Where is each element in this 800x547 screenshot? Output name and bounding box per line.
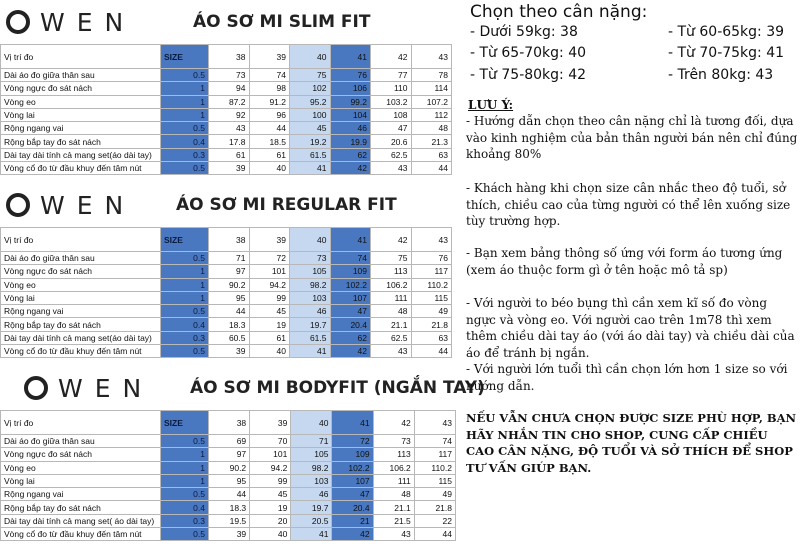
value-cell: 62.5 <box>371 331 412 344</box>
value-cell: 87.2 <box>209 95 250 108</box>
measurement-label: Dài tay dài tính cả mang set( áo dài tay) <box>1 514 161 527</box>
value-cell: 48 <box>371 305 412 318</box>
value-cell: 19.5 <box>209 514 250 527</box>
value-cell: 75 <box>371 252 412 265</box>
value-cell: 99 <box>250 474 291 487</box>
value-cell: 20.5 <box>291 514 332 527</box>
table-row <box>1 162 452 175</box>
size-header-cell: 43 <box>411 228 452 252</box>
step-cell: 1 <box>161 278 209 291</box>
value-cell: 106 <box>330 82 371 95</box>
measurement-label: Dài áo đo giữa thân sau <box>1 435 161 448</box>
value-cell: 103.2 <box>371 95 412 108</box>
step-cell: 1 <box>161 448 209 461</box>
value-cell: 48 <box>373 488 414 501</box>
value-cell: 44 <box>414 528 455 541</box>
size-header-cell: 39 <box>249 228 290 252</box>
table-row <box>1 305 452 318</box>
header-label: Vị trí đo <box>1 228 161 252</box>
size-column-header: SIZE <box>161 411 209 435</box>
table-row <box>1 291 452 304</box>
size-table <box>0 410 456 541</box>
step-cell: 0.5 <box>161 305 209 318</box>
size-header-cell: 41 <box>330 45 371 69</box>
section-header <box>0 0 462 44</box>
measurement-label: Dài tay dài tính cả mang set(áo dài tay) <box>1 148 161 161</box>
value-cell: 74 <box>414 435 455 448</box>
step-cell: 0.3 <box>161 148 209 161</box>
value-cell: 94.2 <box>249 278 290 291</box>
weight-guide-item: - Từ 60-65kg: 39 <box>668 24 785 40</box>
value-cell: 76 <box>411 252 452 265</box>
step-cell: 1 <box>161 108 209 121</box>
value-cell: 20.6 <box>371 135 412 148</box>
measurement-label: Vòng eo <box>1 278 161 291</box>
table-row <box>1 474 456 487</box>
value-cell: 90.2 <box>209 278 250 291</box>
value-cell: 102.2 <box>330 278 371 291</box>
value-cell: 105 <box>290 265 331 278</box>
size-header-cell: 41 <box>332 411 373 435</box>
notes-heading: LƯU Ý: <box>468 98 514 112</box>
value-cell: 49 <box>414 488 455 501</box>
value-cell: 48 <box>411 122 452 135</box>
logo-text: WEN <box>40 191 136 220</box>
value-cell: 111 <box>373 474 414 487</box>
value-cell: 42 <box>332 528 373 541</box>
size-header-cell: 40 <box>290 228 331 252</box>
table-row <box>1 501 456 514</box>
section-title: ÁO SƠ MI BODYFIT (NGẮN TAY) <box>190 378 485 398</box>
measurement-label: Vòng cổ đo từ đầu khuy đến tâm nút <box>1 162 161 175</box>
value-cell: 98 <box>249 82 290 95</box>
note-paragraph: - Hướng dẫn chọn theo cân nặng chỉ là tương đối, dựa vào kinh nghiệm của bản thân người bán nên chỉ đúng khoảng 80% <box>466 114 798 161</box>
value-cell: 43 <box>371 345 412 358</box>
value-cell: 19.7 <box>290 318 331 331</box>
value-cell: 111 <box>371 291 412 304</box>
value-cell: 21 <box>332 514 373 527</box>
value-cell: 62 <box>330 148 371 161</box>
measurement-label: Rộng ngang vai <box>1 305 161 318</box>
size-header-cell: 40 <box>290 45 331 69</box>
weight-guide-item: - Trên 80kg: 43 <box>668 67 774 83</box>
weight-guide-item: - Từ 65-70kg: 40 <box>470 45 587 61</box>
measurement-label: Vòng eo <box>1 95 161 108</box>
table-header-row <box>1 228 452 252</box>
value-cell: 19.9 <box>330 135 371 148</box>
step-cell: 0.5 <box>161 69 209 82</box>
value-cell: 44 <box>209 488 250 501</box>
value-cell: 108 <box>371 108 412 121</box>
table-row <box>1 461 456 474</box>
value-cell: 78 <box>411 69 452 82</box>
measurement-label: Vòng cổ đo từ đầu khuy đến tâm nút <box>1 345 161 358</box>
step-cell: 1 <box>161 95 209 108</box>
value-cell: 90.2 <box>209 461 250 474</box>
step-cell: 0.5 <box>161 488 209 501</box>
value-cell: 98.2 <box>291 461 332 474</box>
measurement-label: Vòng ngực đo sát nách <box>1 265 161 278</box>
value-cell: 117 <box>414 448 455 461</box>
value-cell: 21.3 <box>411 135 452 148</box>
value-cell: 20.4 <box>330 318 371 331</box>
table-row <box>1 318 452 331</box>
value-cell: 45 <box>249 305 290 318</box>
value-cell: 18.3 <box>209 318 250 331</box>
value-cell: 39 <box>209 528 250 541</box>
step-cell: 1 <box>161 82 209 95</box>
value-cell: 21.1 <box>373 501 414 514</box>
value-cell: 97 <box>209 265 250 278</box>
value-cell: 44 <box>209 305 250 318</box>
value-cell: 46 <box>330 122 371 135</box>
measurement-label: Vòng cổ đo từ đầu khuy đến tâm nút <box>1 528 161 541</box>
value-cell: 61.5 <box>290 148 331 161</box>
value-cell: 61 <box>209 148 250 161</box>
value-cell: 99 <box>249 291 290 304</box>
measurement-label: Rộng bắp tay đo sát nách <box>1 135 161 148</box>
weight-guide-title: Chọn theo cân nặng: <box>470 2 648 22</box>
value-cell: 103 <box>290 291 331 304</box>
value-cell: 47 <box>332 488 373 501</box>
measurement-label: Rộng ngang vai <box>1 122 161 135</box>
value-cell: 41 <box>290 162 331 175</box>
section-header <box>0 366 485 410</box>
logo-text: WEN <box>40 8 136 37</box>
value-cell: 115 <box>411 291 452 304</box>
size-header-cell: 38 <box>209 411 250 435</box>
size-header-cell: 42 <box>371 45 412 69</box>
size-column-header: SIZE <box>161 228 209 252</box>
table-row <box>1 108 452 121</box>
value-cell: 95 <box>209 474 250 487</box>
size-table <box>0 227 452 358</box>
value-cell: 106.2 <box>371 278 412 291</box>
table-row <box>1 345 452 358</box>
table-row <box>1 252 452 265</box>
size-header-cell: 39 <box>249 45 290 69</box>
value-cell: 110.2 <box>411 278 452 291</box>
value-cell: 39 <box>209 345 250 358</box>
table-row <box>1 435 456 448</box>
section-title: ÁO SƠ MI SLIM FIT <box>193 12 371 32</box>
value-cell: 45 <box>290 122 331 135</box>
value-cell: 74 <box>330 252 371 265</box>
table-row <box>1 488 456 501</box>
value-cell: 70 <box>250 435 291 448</box>
value-cell: 62 <box>330 331 371 344</box>
table-row <box>1 122 452 135</box>
weight-guide-item: - Từ 70-75kg: 41 <box>668 45 785 61</box>
value-cell: 75 <box>290 69 331 82</box>
value-cell: 109 <box>330 265 371 278</box>
value-cell: 18.5 <box>249 135 290 148</box>
table-header-row <box>1 411 456 435</box>
value-cell: 74 <box>249 69 290 82</box>
table-row <box>1 514 456 527</box>
value-cell: 114 <box>411 82 452 95</box>
value-cell: 45 <box>250 488 291 501</box>
value-cell: 105 <box>291 448 332 461</box>
measurement-label: Vòng lai <box>1 474 161 487</box>
value-cell: 73 <box>290 252 331 265</box>
value-cell: 95.2 <box>290 95 331 108</box>
value-cell: 44 <box>411 162 452 175</box>
value-cell: 18.3 <box>209 501 250 514</box>
value-cell: 72 <box>332 435 373 448</box>
value-cell: 94 <box>209 82 250 95</box>
size-header-cell: 43 <box>414 411 455 435</box>
value-cell: 96 <box>249 108 290 121</box>
table-row <box>1 331 452 344</box>
measurement-label: Vòng eo <box>1 461 161 474</box>
step-cell: 1 <box>161 265 209 278</box>
value-cell: 117 <box>411 265 452 278</box>
value-cell: 92 <box>209 108 250 121</box>
value-cell: 106.2 <box>373 461 414 474</box>
step-cell: 0.5 <box>161 122 209 135</box>
value-cell: 60.5 <box>209 331 250 344</box>
value-cell: 49 <box>411 305 452 318</box>
table-row <box>1 265 452 278</box>
table-header-row <box>1 45 452 69</box>
measurement-label: Rộng bắp tay đo sát nách <box>1 501 161 514</box>
weight-guide-item: - Dưới 59kg: 38 <box>470 24 578 40</box>
value-cell: 112 <box>411 108 452 121</box>
value-cell: 113 <box>371 265 412 278</box>
size-header-cell: 38 <box>209 228 250 252</box>
value-cell: 115 <box>414 474 455 487</box>
contact-shop-note: NẾU VẪN CHƯA CHỌN ĐƯỢC SIZE PHÙ HỢP, BẠN HÃY NHẮN TIN CHO SHOP, CUNG CẤP CHIỀU CAO CÂN NẶNG, ĐỘ TUỔI VÀ SỞ THÍCH ĐỂ SHOP TƯ VẤN GIÚP BẠN. <box>466 411 797 475</box>
size-header-cell: 40 <box>291 411 332 435</box>
measurement-label: Vòng ngực đo sát nách <box>1 82 161 95</box>
weight-guide-item: - Từ 75-80kg: 42 <box>470 67 587 83</box>
measurement-label: Vòng ngực đo sát nách <box>1 448 161 461</box>
value-cell: 95 <box>209 291 250 304</box>
step-cell: 1 <box>161 291 209 304</box>
value-cell: 19.2 <box>290 135 331 148</box>
value-cell: 100 <box>290 108 331 121</box>
note-paragraph: - Bạn xem bảng thông số ứng với form áo tương ứng (xem áo thuộc form gì ở tên hoặc mô tả sp) <box>466 246 783 277</box>
measurement-label: Rộng bắp tay đo sát nách <box>1 318 161 331</box>
value-cell: 44 <box>411 345 452 358</box>
logo-text: WEN <box>58 374 154 403</box>
step-cell: 0.4 <box>161 501 209 514</box>
owen-logo <box>6 191 135 220</box>
value-cell: 42 <box>330 345 371 358</box>
step-cell: 1 <box>161 461 209 474</box>
step-cell: 0.4 <box>161 318 209 331</box>
size-header-cell: 41 <box>330 228 371 252</box>
value-cell: 103 <box>291 474 332 487</box>
value-cell: 73 <box>373 435 414 448</box>
step-cell: 0.5 <box>161 345 209 358</box>
table-row <box>1 69 452 82</box>
step-cell: 0.4 <box>161 135 209 148</box>
value-cell: 47 <box>330 305 371 318</box>
value-cell: 73 <box>209 69 250 82</box>
value-cell: 63 <box>411 331 452 344</box>
value-cell: 63 <box>411 148 452 161</box>
size-section-regular <box>0 183 462 358</box>
value-cell: 98.2 <box>290 278 331 291</box>
value-cell: 107 <box>332 474 373 487</box>
size-header-cell: 42 <box>371 228 412 252</box>
value-cell: 113 <box>373 448 414 461</box>
value-cell: 97 <box>209 448 250 461</box>
measurement-label: Dài áo đo giữa thân sau <box>1 252 161 265</box>
value-cell: 43 <box>373 528 414 541</box>
value-cell: 44 <box>249 122 290 135</box>
value-cell: 46 <box>291 488 332 501</box>
value-cell: 61 <box>249 331 290 344</box>
table-row <box>1 278 452 291</box>
size-header-cell: 39 <box>250 411 291 435</box>
table-row <box>1 135 452 148</box>
value-cell: 47 <box>371 122 412 135</box>
value-cell: 102.2 <box>332 461 373 474</box>
table-row <box>1 82 452 95</box>
value-cell: 107 <box>330 291 371 304</box>
owen-logo <box>24 374 153 403</box>
value-cell: 94.2 <box>250 461 291 474</box>
value-cell: 22 <box>414 514 455 527</box>
header-label: Vị trí đo <box>1 411 161 435</box>
value-cell: 107.2 <box>411 95 452 108</box>
value-cell: 21.8 <box>414 501 455 514</box>
note-paragraph: - Với người to béo bụng thì cần xem kĩ số đo vòng ngực và vòng eo. Với người cao trên 1m78 thì xem thêm chiều dài tay áo (với áo dài tay) và chiều dài của áo để tránh bị ngắn. <box>466 296 795 360</box>
value-cell: 19.7 <box>291 501 332 514</box>
value-cell: 104 <box>330 108 371 121</box>
value-cell: 39 <box>209 162 250 175</box>
value-cell: 21.1 <box>371 318 412 331</box>
value-cell: 40 <box>249 162 290 175</box>
value-cell: 20.4 <box>332 501 373 514</box>
size-header-cell: 38 <box>209 45 250 69</box>
note-paragraph: - Với người lớn tuổi thì cần chọn lớn hơn 1 size so với hướng dẫn. <box>466 362 788 393</box>
value-cell: 19 <box>250 501 291 514</box>
step-cell: 0.3 <box>161 514 209 527</box>
value-cell: 77 <box>371 69 412 82</box>
value-cell: 20 <box>250 514 291 527</box>
step-cell: 1 <box>161 474 209 487</box>
value-cell: 102 <box>290 82 331 95</box>
value-cell: 69 <box>209 435 250 448</box>
value-cell: 46 <box>290 305 331 318</box>
size-guide-panel <box>462 0 800 547</box>
step-cell: 0.5 <box>161 528 209 541</box>
note-paragraph: - Khách hàng khi chọn size cân nhắc theo độ tuổi, sở thích, chiều cao của từng người có thể lên xuống size tùy trường hợp. <box>466 181 791 228</box>
value-cell: 61 <box>249 148 290 161</box>
value-cell: 72 <box>249 252 290 265</box>
value-cell: 110 <box>371 82 412 95</box>
size-header-cell: 43 <box>411 45 452 69</box>
step-cell: 0.5 <box>161 162 209 175</box>
value-cell: 109 <box>332 448 373 461</box>
measurement-label: Rộng ngang vai <box>1 488 161 501</box>
value-cell: 21.8 <box>411 318 452 331</box>
value-cell: 110.2 <box>414 461 455 474</box>
table-row <box>1 95 452 108</box>
size-header-cell: 42 <box>373 411 414 435</box>
size-section-bodyfit <box>0 366 485 541</box>
header-label: Vị trí đo <box>1 45 161 69</box>
measurement-label: Vòng lai <box>1 291 161 304</box>
section-header <box>0 183 462 227</box>
value-cell: 99.2 <box>330 95 371 108</box>
value-cell: 62.5 <box>371 148 412 161</box>
value-cell: 17.8 <box>209 135 250 148</box>
size-section-slim <box>0 0 462 175</box>
value-cell: 43 <box>209 122 250 135</box>
table-row <box>1 448 456 461</box>
step-cell: 0.3 <box>161 331 209 344</box>
value-cell: 91.2 <box>249 95 290 108</box>
value-cell: 40 <box>250 528 291 541</box>
size-table <box>0 44 452 175</box>
value-cell: 101 <box>249 265 290 278</box>
value-cell: 76 <box>330 69 371 82</box>
table-row <box>1 528 456 541</box>
value-cell: 21.5 <box>373 514 414 527</box>
value-cell: 41 <box>290 345 331 358</box>
table-row <box>1 148 452 161</box>
step-cell: 0.5 <box>161 252 209 265</box>
measurement-label: Dài tay dài tính cả mang set(áo dài tay) <box>1 331 161 344</box>
value-cell: 43 <box>371 162 412 175</box>
step-cell: 0.5 <box>161 435 209 448</box>
value-cell: 40 <box>249 345 290 358</box>
value-cell: 61.5 <box>290 331 331 344</box>
section-title: ÁO SƠ MI REGULAR FIT <box>176 195 397 215</box>
value-cell: 71 <box>291 435 332 448</box>
value-cell: 41 <box>291 528 332 541</box>
measurement-label: Dài áo đo giữa thân sau <box>1 69 161 82</box>
value-cell: 19 <box>249 318 290 331</box>
value-cell: 42 <box>330 162 371 175</box>
size-column-header: SIZE <box>161 45 209 69</box>
value-cell: 71 <box>209 252 250 265</box>
measurement-label: Vòng lai <box>1 108 161 121</box>
value-cell: 101 <box>250 448 291 461</box>
owen-logo <box>6 8 135 37</box>
